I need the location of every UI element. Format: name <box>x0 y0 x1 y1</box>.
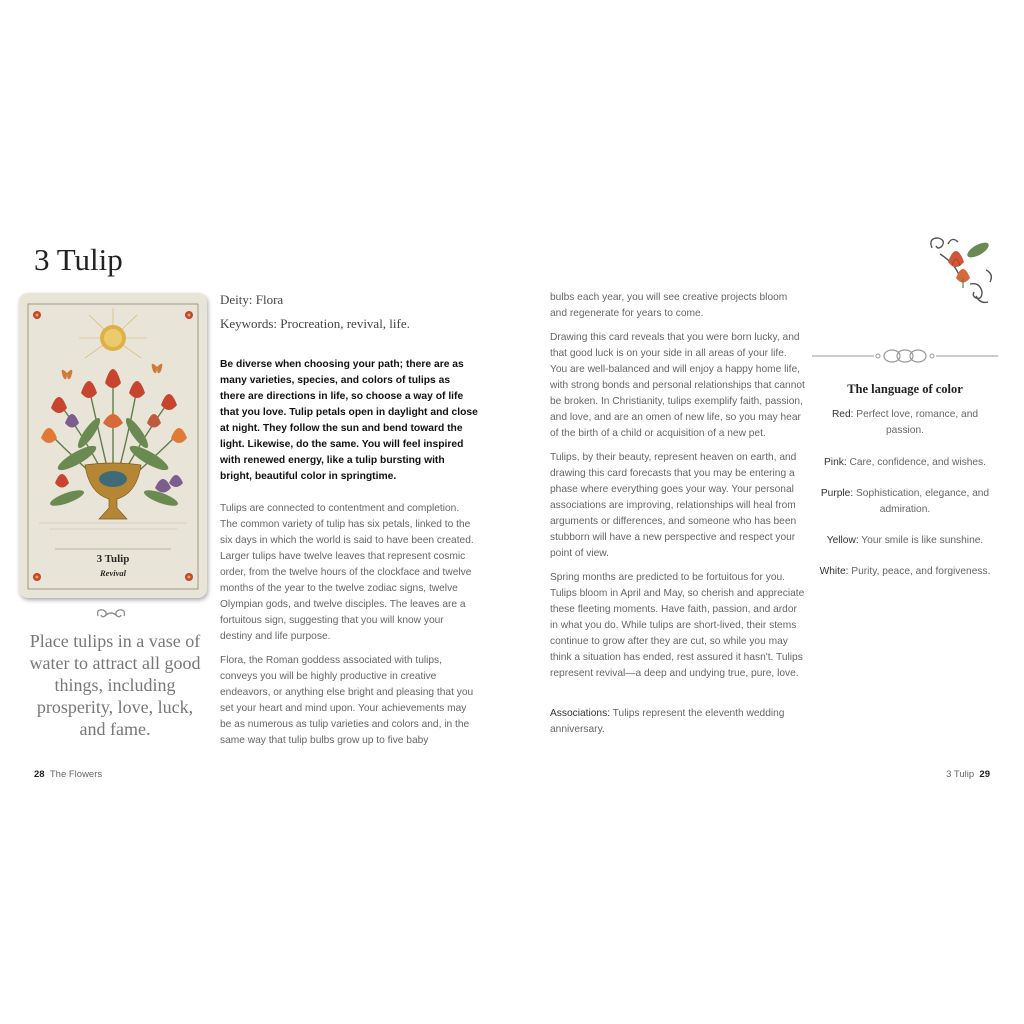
associations-text: Tulips represent the eleventh wedding anniversary. <box>550 708 785 735</box>
sun-icon <box>79 308 147 358</box>
vase-icon <box>85 463 141 519</box>
card-subtitle: Revival <box>100 568 126 578</box>
associations-paragraph <box>550 706 806 738</box>
body-paragraph: Drawing this card reveals that you were born lucky, and that good luck is on your side in all areas of your life. You are well-balanced and will enjoy a happy home life, with strong bonds and personal relationships that cannot be broken. In Christianity, tulips exemplify faith, passion, and love, and are an omen of new life, so you may hear of the birth of a child or acquisition of a new pet. <box>550 332 805 439</box>
tulip-corner-ornament-icon <box>926 234 998 308</box>
body-paragraph: Tulips are connected to contentment and completion. The common variety of tulip has six petals, linked to the six days in which the world is said to have been created. Larger tulips have twelve leaves that represent cosmic order, from the twelve hours of the clockface and twelve months of the year to the twelve zodiac signs, twelve Olympian gods, and twelve disciples. The leaves are a fortuitous sign, suggesting that you will know your destiny and life purpose. <box>220 503 474 642</box>
knot-divider-icon <box>812 348 998 364</box>
keywords-line: Keywords: Procreation, revival, life. <box>220 316 410 331</box>
tulip-card <box>19 293 207 598</box>
page-number-left: 28 <box>34 769 45 780</box>
footer-left <box>34 769 102 780</box>
running-head-left: The Flowers <box>49 769 103 780</box>
footer-right <box>905 769 990 780</box>
swirl-ornament-icon <box>94 606 128 622</box>
color-entry-pink: Pink: Care, confidence, and wishes. <box>824 457 986 468</box>
card-title: 3 Tulip <box>96 553 130 565</box>
color-entry-red: Red: Perfect love, romance, and passion. <box>831 409 979 436</box>
page-number-right: 29 <box>979 769 990 780</box>
color-entry-purple: Purple: Sophistication, elegance, and admiration. <box>820 488 990 515</box>
intro-paragraph: Be diverse when choosing your path; there are as many varieties, species, and colors of tulips as there are directions in life, so choose a way of life that you love. Tulip petals open in daylight and close at night. They follow the sun and bend toward the light. Likewise, do the same. You will feel inspired with renewed energy, like a tulip bursting with bright, beautiful color in springtime. <box>220 359 478 482</box>
color-entry-white: White: Purity, peace, and forgiveness. <box>819 566 991 577</box>
color-entry-yellow: Yellow: Your smile is like sunshine. <box>826 535 984 546</box>
body-paragraph: Spring months are predicted to be fortuitous for you. Tulips bloom in April and May, so cherish and appreciate these fleeting moments. Have faith, passion, and ardor in what you do. While tulips are short-lived, their stems continue to grow after they are cut, so while you may think a situation has ended, rest assured it hasn't. Tulips represent revival—a deep and undying true, pure, love. <box>550 572 805 679</box>
body-paragraph: bulbs each year, you will see creative projects bloom and regenerate for years to come. <box>550 292 788 319</box>
associations-label: Associations: <box>550 708 611 719</box>
pull-quote: Place tulips in a vase of water to attract all good things, including prosperity, love, luck, and fame. <box>29 631 201 739</box>
color-language-heading: The language of color <box>847 382 963 396</box>
page-title: 3 Tulip <box>34 242 123 277</box>
deity-line: Deity: Flora <box>220 292 284 307</box>
body-paragraph: Tulips, by their beauty, represent heaven on earth, and drawing this card forecasts that you may be entering a phase where everything goes your way. Your personal associations are improving, relationships will heal from arguments or differences, and someone who has been stubborn will have a new perspective and respect your point of view. <box>550 452 797 559</box>
body-paragraph: Flora, the Roman goddess associated with tulips, conveys you will be highly productive in creative endeavors, or anything else bright and pleasing that you set your heart and mind upon. Your achievements may be as numerous as tulip varieties and colors and, in the same way that tulip bulbs grow up to five baby <box>220 655 474 746</box>
running-head-right: 3 Tulip <box>946 769 975 780</box>
